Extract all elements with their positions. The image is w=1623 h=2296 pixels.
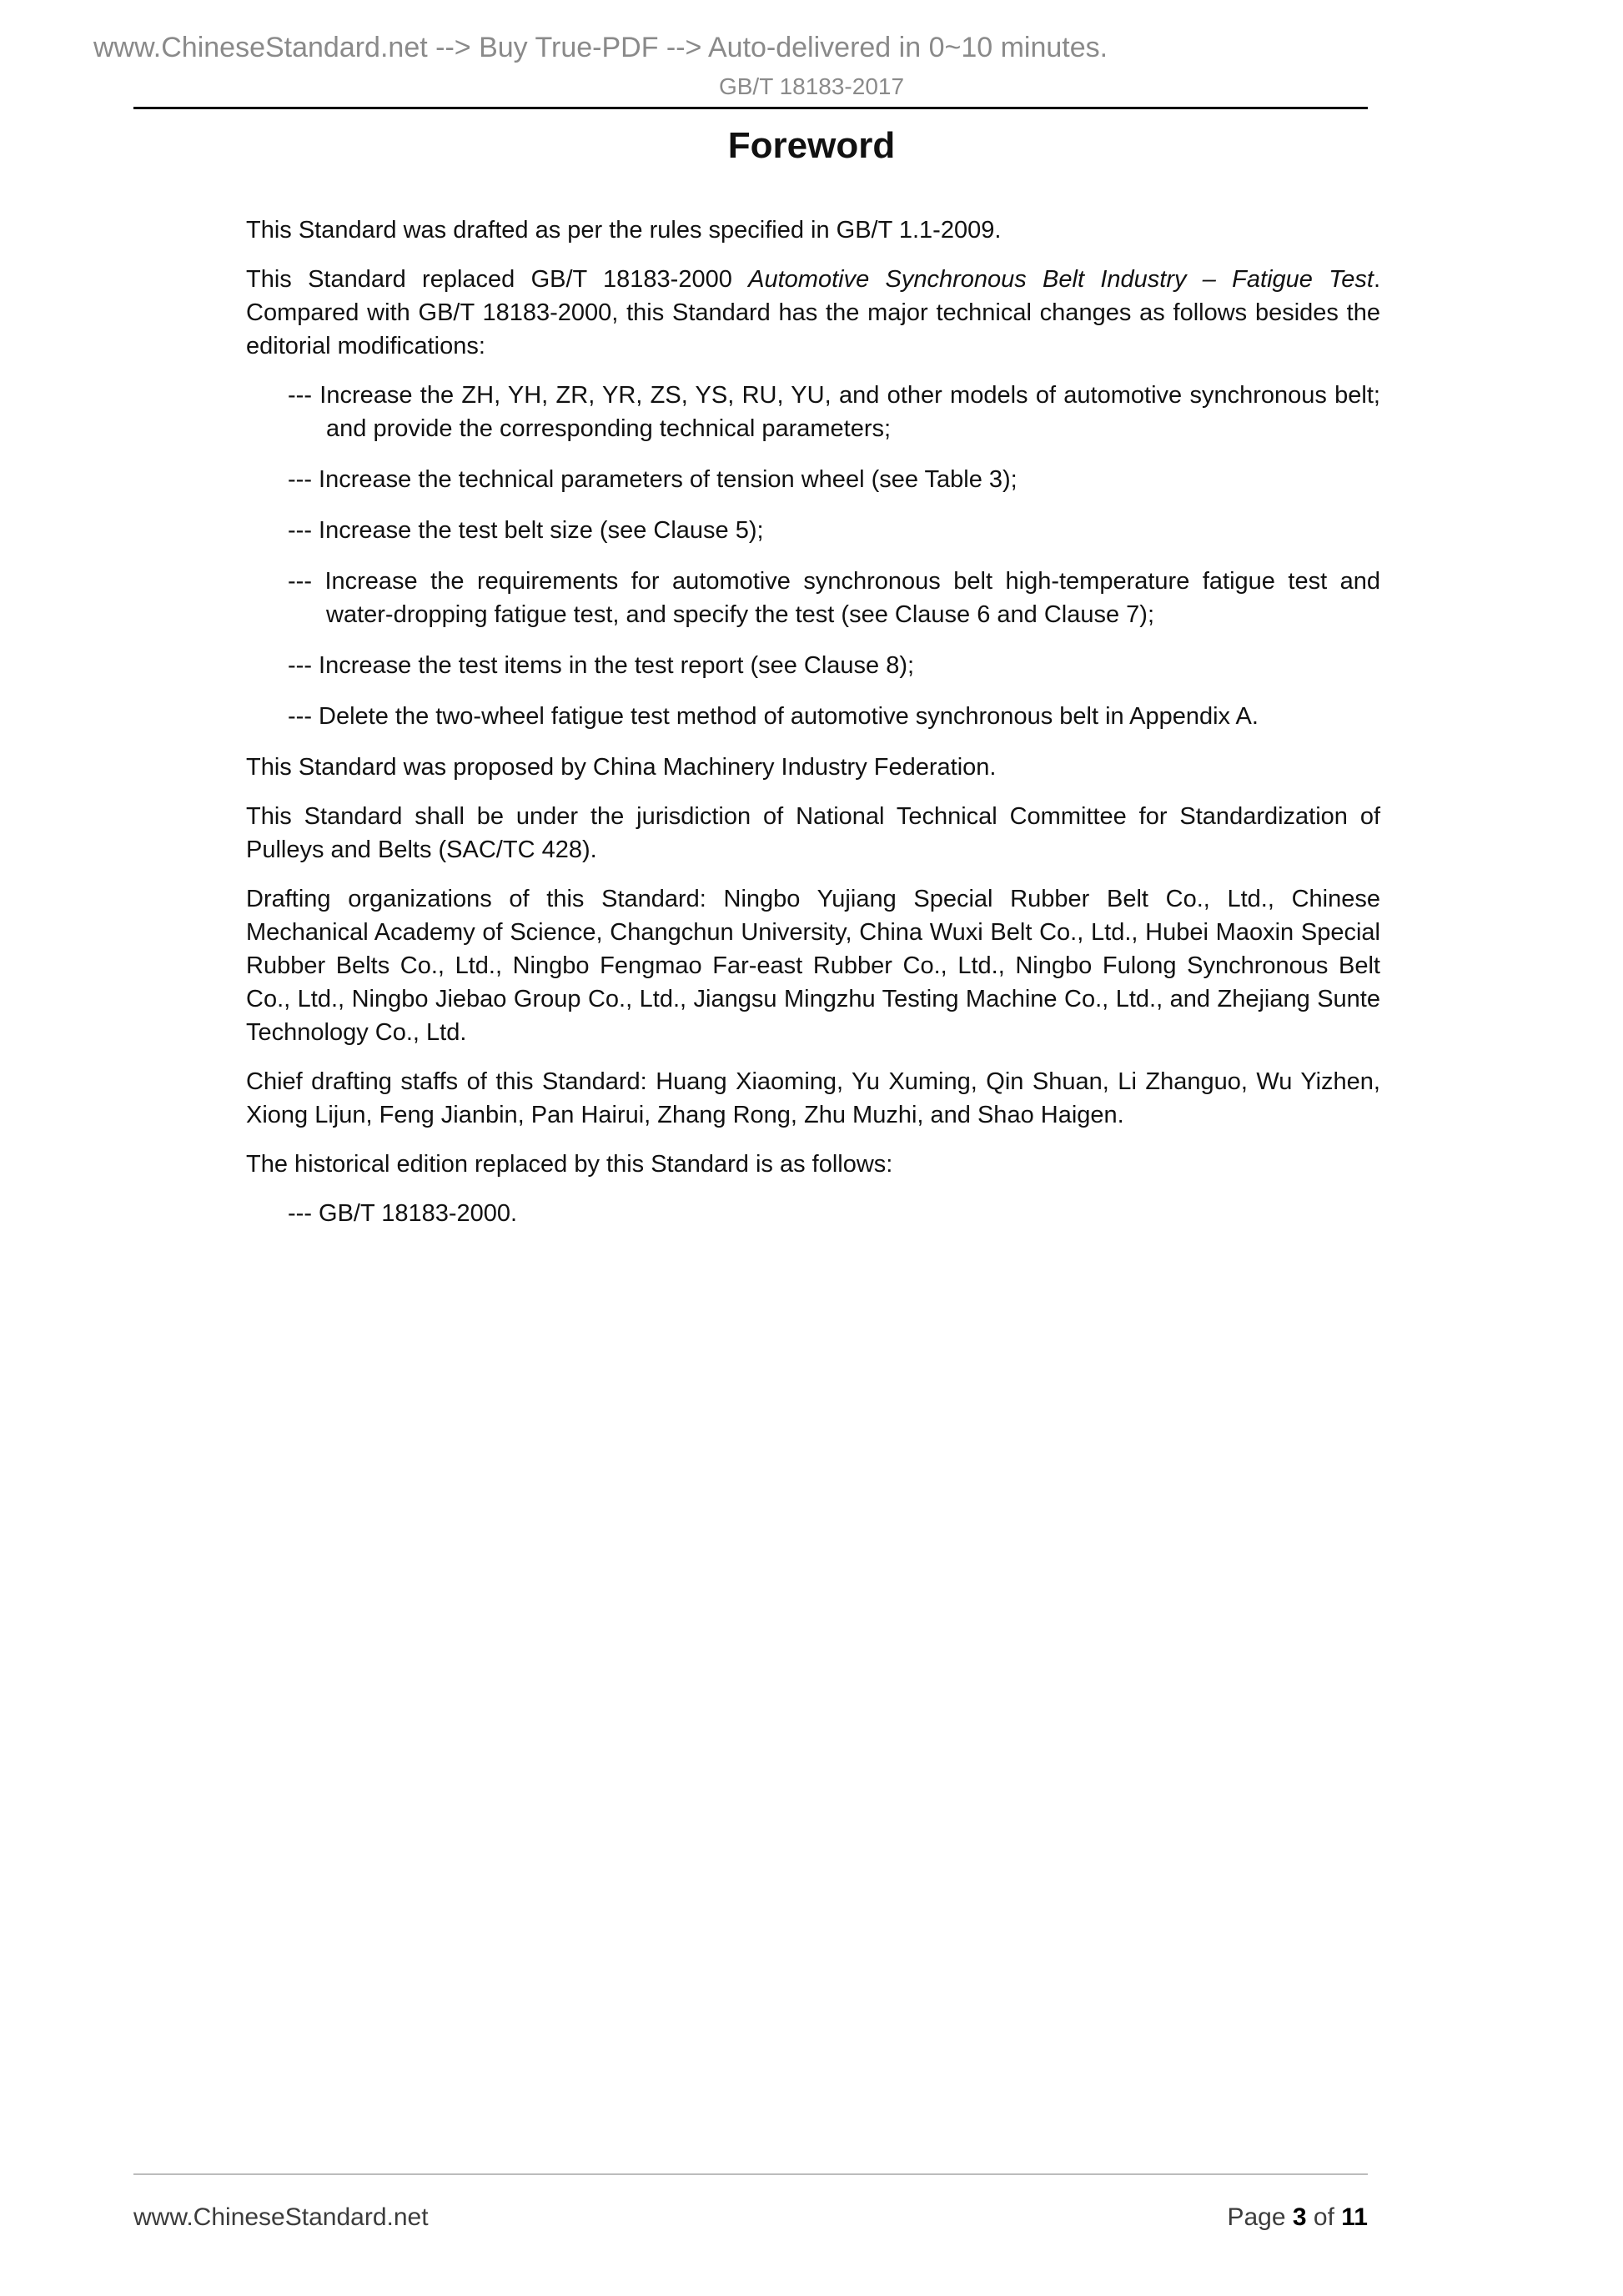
change-list-item: --- Increase the requirements for automotive synchronous belt high-temperature fatigue test and water-dropping fatigue test, and specify the test (see Clause 6 and Clause 7); (288, 568, 1380, 629)
of-word: of (1313, 2203, 1334, 2231)
paragraph-proposed: This Standard was proposed by China Machinery Industry Federation. (246, 754, 997, 781)
page-footer (133, 2203, 1368, 2232)
footer-site-link[interactable]: www.ChineseStandard.net (133, 2203, 429, 2231)
page-total: 11 (1341, 2203, 1368, 2231)
paragraph-chief-staffs: Chief drafting staffs of this Standard: Huang Xiaoming, Yu Xuming, Qin Shuan, Li Zhanguo, Wu Yizhen, Xiong Lijun, Feng Jianbin, Pan Hairui, Zhang Rong, Zhu Muzhi, and Shao Haigen. (246, 1068, 1380, 1129)
doc-number: GB/T 18183-2017 (718, 73, 905, 99)
paragraph-drafted: This Standard was drafted as per the rules specified in GB/T 1.1-2009. (246, 217, 1002, 244)
paragraph-replaced (246, 263, 1380, 363)
paragraph-drafting-organizations: Drafting organizations of this Standard: Ningbo Yujiang Special Rubber Belt Co., Ltd., Chinese Mechanical Academy of Science, Changchun University, China Wuxi Belt Co., Ltd., Hubei Maoxin Special Rubber Belts Co., Ltd., Ningbo Fengmao Far-east Rubber Co., Ltd., Ningbo Fulong Synchronous Belt Co., Ltd., Ningbo Jiebao Group Co., Ltd., Jiangsu Mingzhu Testing Machine Co., Ltd., and Zhejiang Sunte Technology Co., Ltd. (246, 886, 1380, 1047)
footer-rule (133, 2173, 1368, 2175)
text-segment: . Compared with GB/T 18183-2000, this Standard has the major technical changes as follows besides the editorial modifications: (246, 266, 1380, 360)
paragraph-historical: The historical edition replaced by this Standard is as follows: (246, 1151, 893, 1178)
page-word: Page (1227, 2203, 1286, 2231)
text-segment: This Standard replaced GB/T 18183-2000 (246, 266, 749, 294)
paragraph-jurisdiction: This Standard shall be under the jurisdiction of National Technical Committee for Standardization of Pulleys and Belts (SAC/TC 428). (246, 803, 1380, 864)
page-number: 3 (1292, 2203, 1307, 2231)
page-title: Foreword (727, 125, 896, 166)
standard-title-italic: Automotive Synchronous Belt Industry – Fatigue Test (748, 266, 1374, 294)
header-rule (133, 107, 1368, 109)
historical-edition-item: --- GB/T 18183-2000. (288, 1200, 518, 1228)
change-list-item: --- Increase the technical parameters of tension wheel (see Table 3); (288, 466, 1018, 494)
header-promo: www.ChineseStandard.net --> Buy True-PDF --> Auto-delivered in 0~10 minutes. (93, 32, 1108, 63)
change-list-item: --- Increase the ZH, YH, ZR, YR, ZS, YS, RU, YU, and other models of automotive synchronous belt; and provide the corresponding technical parameters; (288, 382, 1380, 443)
change-list-item: --- Delete the two-wheel fatigue test method of automotive synchronous belt in Appendix A. (288, 703, 1259, 731)
document-body (246, 214, 1380, 1230)
change-list-item: --- Increase the test belt size (see Clause 5); (288, 517, 764, 545)
footer-page-info (1227, 2203, 1368, 2232)
change-list-item: --- Increase the test items in the test report (see Clause 8); (288, 652, 915, 680)
